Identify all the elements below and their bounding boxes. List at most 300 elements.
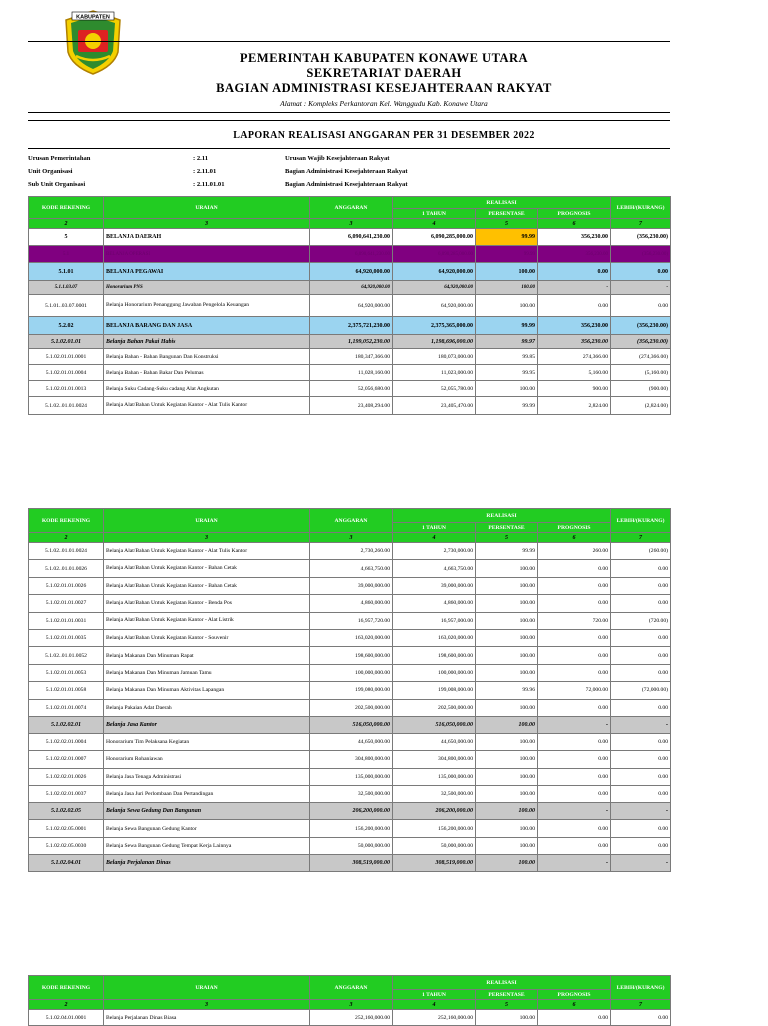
col-number: 7 — [611, 219, 671, 229]
col-number: 6 — [538, 219, 611, 229]
table-row — [29, 381, 671, 397]
cell-kode: 5 — [29, 229, 104, 246]
col-lebih: LEBIH/(KURANG) — [611, 509, 671, 533]
cell-uraian: Belanja Sewa Bangunan Gedung Tempat Kerja Lainnya — [104, 837, 310, 854]
table-row — [29, 647, 671, 664]
header-address: Alamat : Kompleks Perkantoran Kel. Wanggudu Kab. Konawe Utara — [280, 99, 488, 108]
cell-kode: 5.1.02.02.01.0037 — [29, 786, 104, 803]
cell-persen: 99.99 — [476, 397, 538, 415]
cell-prognosis: 900.00 — [538, 381, 611, 397]
col-number: 3 — [104, 219, 310, 229]
table-row — [29, 595, 671, 612]
col-prognosis: PROGNOSIS — [538, 523, 611, 533]
cell-lebih: (2,824.00) — [611, 397, 671, 415]
cell-prognosis: 356,230.00 — [538, 335, 611, 349]
header-line-1: PEMERINTAH KABUPATEN KONAWE UTARA — [239, 51, 529, 65]
cell-lebih: 0.00 — [611, 647, 671, 664]
cell-anggaran: 100,000,000.00 — [310, 664, 393, 681]
cell-anggaran: 1,199,052,230.00 — [310, 335, 393, 349]
cell-anggaran: 252,160,000.00 — [310, 1010, 393, 1026]
cell-uraian: Belanja Jasa Juri Perlombaan Dan Pertandingan — [104, 786, 310, 803]
cell-persen: 99.99 — [476, 317, 538, 335]
col-number: 3 — [310, 1000, 393, 1010]
header-top-rule — [28, 41, 670, 42]
cell-anggaran: 2,375,721,230.00 — [310, 317, 393, 335]
cell-persen: 100.00 — [476, 381, 538, 397]
cell-tahun: 50,000,000.00 — [393, 837, 476, 854]
cell-anggaran: 180,347,366.00 — [310, 349, 393, 365]
col-tahun: 1 TAHUN — [393, 990, 476, 1000]
cell-anggaran: 11,028,160.00 — [310, 365, 393, 381]
cell-lebih: 0.00 — [611, 263, 671, 281]
cell-anggaran: 516,050,000.00 — [310, 716, 393, 733]
cell-tahun: 52,055,780.00 — [393, 381, 476, 397]
cell-tahun: 1,198,696,000.00 — [393, 335, 476, 349]
cell-tahun: 2,730,000.00 — [393, 543, 476, 560]
cell-tahun: 516,050,000.00 — [393, 716, 476, 733]
col-number: 4 — [393, 533, 476, 543]
table-row — [29, 295, 671, 317]
cell-lebih: (356,230.00) — [611, 317, 671, 335]
col-number: 3 — [310, 533, 393, 543]
cell-prognosis: 5,160.00 — [538, 365, 611, 381]
cell-uraian: Belanja Sewa Bangunan Gedung Kantor — [104, 820, 310, 837]
cell-tahun: 44,650,000.00 — [393, 733, 476, 750]
col-number: 4 — [393, 219, 476, 229]
cell-tahun: 4,663,750.00 — [393, 560, 476, 577]
table-row — [29, 1010, 671, 1026]
header-bottom-rule — [28, 112, 670, 113]
cell-lebih: (720.00) — [611, 612, 671, 629]
col-tahun: 1 TAHUN — [393, 523, 476, 533]
col-persentase: PERSENTASE — [476, 990, 538, 1000]
table-row — [29, 855, 671, 872]
cell-uraian: Belanja Bahan - Bahan Bakar Dan Pelumas — [104, 365, 310, 381]
cell-uraian: BELANJA PEGAWAI — [104, 263, 310, 281]
cell-kode: 5.1.02.01.01.0027 — [29, 595, 104, 612]
col-realisasi: REALISASI — [393, 197, 611, 209]
cell-kode: 5.1.02..01.01.0024 — [29, 397, 104, 415]
table-row — [29, 263, 671, 281]
cell-lebih: 0.00 — [611, 820, 671, 837]
cell-anggaran: 44,650,000.00 — [310, 733, 393, 750]
cell-kode: 5.1.02.01.01.0053 — [29, 664, 104, 681]
col-prognosis: PROGNOSIS — [538, 209, 611, 219]
info-name: Bagian Administrasi Kesejahteraan Rakyat — [285, 168, 408, 175]
col-anggaran: ANGGARAN — [310, 976, 393, 1000]
col-number: 2 — [29, 533, 104, 543]
table-row — [29, 397, 671, 415]
info-code: : 2.11.01 — [193, 168, 217, 175]
col-uraian: URAIAN — [104, 197, 310, 219]
cell-tahun: 16,957,000.00 — [393, 612, 476, 629]
cell-prognosis: 0.00 — [538, 786, 611, 803]
cell-uraian: Belanja Alat/Bahan Untuk Kegiatan Kantor - Alat Tulis Kantor — [104, 397, 310, 415]
cell-lebih: (356,230.00) — [611, 229, 671, 246]
cell-lebih: - — [611, 803, 671, 820]
cell-tahun: 6,090,285,000.00 — [393, 229, 476, 246]
cell-anggaran: 135,000,000.00 — [310, 768, 393, 785]
cell-kode: 5.1.02.02.05.0030 — [29, 837, 104, 854]
cell-prognosis: 0.00 — [538, 560, 611, 577]
cell-lebih: 0.00 — [611, 595, 671, 612]
cell-lebih: 0.00 — [611, 768, 671, 785]
cell-persen: 99.97 — [476, 335, 538, 349]
cell-tahun: 308,519,000.00 — [393, 855, 476, 872]
cell-prognosis: 0.00 — [538, 577, 611, 594]
cell-persen: 100.00 — [476, 1010, 538, 1026]
budget-table-1 — [28, 196, 671, 415]
cell-kode: 5.1.02.01.01.0031 — [29, 612, 104, 629]
cell-uraian: Belanja Honorarium Penanggung Jawaban Pengelola Keuangan — [104, 295, 310, 317]
col-anggaran: ANGGARAN — [310, 197, 393, 219]
table-row — [29, 229, 671, 246]
cell-kode: 5.1 — [29, 246, 104, 263]
col-kode: KODE REKENING — [29, 197, 104, 219]
cell-persen: 99.99 — [476, 246, 538, 263]
table-row — [29, 837, 671, 854]
cell-prognosis: 0.00 — [538, 1010, 611, 1026]
cell-anggaran: 156,200,000.00 — [310, 820, 393, 837]
table-row — [29, 246, 671, 263]
cell-tahun: 23,405,470.00 — [393, 397, 476, 415]
cell-prognosis: 0.00 — [538, 664, 611, 681]
cell-lebih: 0.00 — [611, 786, 671, 803]
table-row — [29, 716, 671, 733]
cell-lebih: (72,000.00) — [611, 682, 671, 699]
cell-tahun: 252,160,000.00 — [393, 1010, 476, 1026]
cell-lebih: 0.00 — [611, 751, 671, 768]
cell-tahun: 64,920,000.00 — [393, 263, 476, 281]
cell-anggaran: 304,800,000.00 — [310, 751, 393, 768]
cell-uraian: Belanja Alat/Bahan Untuk Kegiatan Kantor - Souvenir — [104, 629, 310, 646]
cell-persen: 100.00 — [476, 560, 538, 577]
table-row — [29, 629, 671, 646]
cell-prognosis: - — [538, 855, 611, 872]
cell-prognosis: 0.00 — [538, 595, 611, 612]
info-row — [28, 155, 90, 162]
cell-kode: 5.1.02.04.01.0001 — [29, 1010, 104, 1026]
table-row — [29, 768, 671, 785]
cell-kode: 5.1.02..01.01.0026 — [29, 560, 104, 577]
cell-persen: 100.00 — [476, 664, 538, 681]
cell-kode: 5.1.02.01.01.0026 — [29, 577, 104, 594]
cell-prognosis: 0.00 — [538, 820, 611, 837]
cell-kode: 5.1.1.03.07 — [29, 281, 104, 295]
table-row — [29, 577, 671, 594]
cell-prognosis: 0.00 — [538, 295, 611, 317]
cell-kode: 5.1.02.01.01.0001 — [29, 349, 104, 365]
cell-lebih: 0.00 — [611, 295, 671, 317]
cell-persen: 100.00 — [476, 281, 538, 295]
cell-anggaran: 4,663,750.00 — [310, 560, 393, 577]
cell-persen: 100.00 — [476, 263, 538, 281]
cell-lebih: 0.00 — [611, 699, 671, 716]
cell-tahun: 202,500,000.00 — [393, 699, 476, 716]
cell-uraian: Belanja Alat/Bahan Untuk Kegiatan Kantor - Benda Pos — [104, 595, 310, 612]
table-row — [29, 612, 671, 629]
cell-anggaran: 2,730,260.00 — [310, 543, 393, 560]
cell-uraian: BELANJA OPERASI — [104, 246, 310, 263]
cell-lebih: - — [611, 281, 671, 295]
table-row — [29, 281, 671, 295]
table-row — [29, 682, 671, 699]
table-row — [29, 751, 671, 768]
cell-kode: 5.1.02.01.01.0074 — [29, 699, 104, 716]
cell-prognosis: 0.00 — [538, 733, 611, 750]
title-top-rule — [28, 120, 670, 121]
info-code: : 2.11.01.01 — [193, 181, 225, 188]
cell-persen: 100.00 — [476, 733, 538, 750]
cell-uraian: Belanja Alat/Bahan Untuk Kegiatan Kantor - Bahan Cetak — [104, 560, 310, 577]
cell-uraian: Belanja Makanan Dan Minuman Rapat — [104, 647, 310, 664]
info-label: Sub Unit Organisasi — [28, 181, 86, 188]
table-row — [29, 820, 671, 837]
cell-persen: 100.00 — [476, 629, 538, 646]
cell-kode: 5.1.02.01.01 — [29, 335, 104, 349]
cell-tahun: 4,860,000.00 — [393, 595, 476, 612]
cell-persen: 99.85 — [476, 349, 538, 365]
cell-lebih: (900.00) — [611, 381, 671, 397]
cell-anggaran: 52,056,680.00 — [310, 381, 393, 397]
cell-kode: 5.1.02.02.01.0026 — [29, 768, 104, 785]
cell-persen: 99.95 — [476, 365, 538, 381]
cell-persen: 99.96 — [476, 682, 538, 699]
col-number: 4 — [393, 1000, 476, 1010]
cell-prognosis: 0.00 — [538, 263, 611, 281]
cell-prognosis: 72,000.00 — [538, 682, 611, 699]
cell-tahun: 180,073,000.00 — [393, 349, 476, 365]
col-number: 3 — [104, 1000, 310, 1010]
cell-prognosis: 0.00 — [538, 768, 611, 785]
col-number: 5 — [476, 533, 538, 543]
cell-uraian: Belanja Perjalanan Dinas Biasa — [104, 1010, 310, 1026]
col-number: 2 — [29, 1000, 104, 1010]
cell-prognosis: 720.00 — [538, 612, 611, 629]
cell-prognosis: - — [538, 803, 611, 820]
cell-kode: 5.1.02.01.01.0004 — [29, 365, 104, 381]
cell-anggaran: 6,090,641,230.00 — [310, 246, 393, 263]
cell-uraian: Belanja Pakaian Adat Daerah — [104, 699, 310, 716]
cell-persen: 100.00 — [476, 820, 538, 837]
col-uraian: URAIAN — [104, 509, 310, 533]
cell-anggaran: 39,000,000.00 — [310, 577, 393, 594]
cell-uraian: Honorarium Rohaniawan — [104, 751, 310, 768]
cell-persen: 100.00 — [476, 699, 538, 716]
col-number: 7 — [611, 533, 671, 543]
col-uraian: URAIAN — [104, 976, 310, 1000]
cell-tahun: 64,920,000.00 — [393, 295, 476, 317]
cell-lebih: 0.00 — [611, 629, 671, 646]
cell-prognosis: 274,366.00 — [538, 349, 611, 365]
cell-kode: 5.1.02..01.01.0024 — [29, 543, 104, 560]
cell-kode: 5.1.02.01.01.0035 — [29, 629, 104, 646]
cell-tahun: 100,000,000.00 — [393, 664, 476, 681]
cell-persen: 100.00 — [476, 647, 538, 664]
cell-anggaran: 64,920,000.00 — [310, 263, 393, 281]
col-number: 3 — [104, 533, 310, 543]
cell-anggaran: 32,500,000.00 — [310, 786, 393, 803]
col-number: 6 — [538, 533, 611, 543]
table-row — [29, 365, 671, 381]
cell-tahun: 11,023,000.00 — [393, 365, 476, 381]
cell-kode: 5.1.02.04.01 — [29, 855, 104, 872]
info-code: : 2.11 — [193, 155, 209, 162]
table-row — [29, 803, 671, 820]
cell-lebih: - — [611, 716, 671, 733]
cell-prognosis: 260.00 — [538, 543, 611, 560]
info-name: Bagian Administrasi Kesejahteraan Rakyat — [285, 181, 408, 188]
cell-uraian: BELANJA DAERAH — [104, 229, 310, 246]
cell-uraian: Belanja Jasa Tenaga Administrasi — [104, 768, 310, 785]
cell-tahun: 32,500,000.00 — [393, 786, 476, 803]
cell-kode: 5.1.02.02.05 — [29, 803, 104, 820]
cell-persen: 100.00 — [476, 768, 538, 785]
cell-prognosis: 0.00 — [538, 647, 611, 664]
cell-persen: 100.00 — [476, 295, 538, 317]
cell-tahun: 135,000,000.00 — [393, 768, 476, 785]
cell-anggaran: 206,200,000.00 — [310, 803, 393, 820]
cell-persen: 99.99 — [476, 229, 538, 246]
cell-tahun: 199,008,000.00 — [393, 682, 476, 699]
cell-tahun: 163,020,000.00 — [393, 629, 476, 646]
table-row — [29, 543, 671, 560]
info-row — [28, 181, 85, 188]
col-kode: KODE REKENING — [29, 976, 104, 1000]
cell-tahun: 64,920,000.00 — [393, 281, 476, 295]
cell-kode: 5.1.02.02.01.0004 — [29, 733, 104, 750]
cell-anggaran: 308,519,000.00 — [310, 855, 393, 872]
cell-prognosis: 2,824.00 — [538, 397, 611, 415]
cell-uraian: Belanja Suku Cadang-Suku cadang Alat Angkutan — [104, 381, 310, 397]
cell-uraian: Belanja Bahan - Bahan Bangunan Dan Konstruksi — [104, 349, 310, 365]
cell-lebih: 0.00 — [611, 1010, 671, 1026]
info-label: Unit Organisasi — [28, 168, 73, 175]
cell-lebih: 0.00 — [611, 577, 671, 594]
cell-kode: 5.1.02..01.01.0052 — [29, 647, 104, 664]
col-lebih: LEBIH/(KURANG) — [611, 976, 671, 1000]
cell-prognosis: 356,230.00 — [538, 317, 611, 335]
table-row — [29, 733, 671, 750]
col-anggaran: ANGGARAN — [310, 509, 393, 533]
col-number: 2 — [29, 219, 104, 229]
cell-persen: 100.00 — [476, 837, 538, 854]
col-prognosis: PROGNOSIS — [538, 990, 611, 1000]
cell-kode: 5.1.01 — [29, 263, 104, 281]
cell-uraian: Belanja Alat/Bahan Untuk Kegiatan Kantor - Bahan Cetak — [104, 577, 310, 594]
cell-prognosis: 356,230.00 — [538, 246, 611, 263]
cell-lebih: (356,230.00) — [611, 246, 671, 263]
cell-persen: 100.00 — [476, 612, 538, 629]
budget-table-3 — [28, 975, 671, 1026]
cell-prognosis: 0.00 — [538, 699, 611, 716]
cell-anggaran: 16,957,720.00 — [310, 612, 393, 629]
table-row — [29, 664, 671, 681]
cell-uraian: Belanja Jasa Kantor — [104, 716, 310, 733]
cell-anggaran: 202,500,000.00 — [310, 699, 393, 716]
cell-kode: 5.1.02.01.01.0058 — [29, 682, 104, 699]
cell-anggaran: 64,920,000.00 — [310, 295, 393, 317]
cell-persen: 100.00 — [476, 786, 538, 803]
budget-table-2 — [28, 508, 671, 872]
col-number: 6 — [538, 1000, 611, 1010]
cell-prognosis: - — [538, 281, 611, 295]
cell-kode: 5.1.02.01.01.0013 — [29, 381, 104, 397]
col-persentase: PERSENTASE — [476, 209, 538, 219]
cell-anggaran: 64,920,000.00 — [310, 281, 393, 295]
cell-uraian: Belanja Perjalanan Dinas — [104, 855, 310, 872]
cell-anggaran: 6,090,641,230.00 — [310, 229, 393, 246]
cell-anggaran: 163,020,000.00 — [310, 629, 393, 646]
cell-prognosis: 0.00 — [538, 837, 611, 854]
col-persentase: PERSENTASE — [476, 523, 538, 533]
col-tahun: 1 TAHUN — [393, 209, 476, 219]
cell-tahun: 206,200,000.00 — [393, 803, 476, 820]
cell-uraian: Honorarium Tim Pelaksana Kegiatan — [104, 733, 310, 750]
table-row — [29, 335, 671, 349]
cell-kode: 5.1.02.02.01.0007 — [29, 751, 104, 768]
budget-table-2-body — [29, 543, 671, 872]
info-row — [28, 168, 73, 175]
cell-prognosis: - — [538, 716, 611, 733]
cell-uraian: Belanja Makanan Dan Minuman Aktivitas Lapangan — [104, 682, 310, 699]
cell-tahun: 198,600,000.00 — [393, 647, 476, 664]
header-line-2: SEKRETARIAT DAERAH — [306, 66, 462, 80]
col-kode: KODE REKENING — [29, 509, 104, 533]
cell-anggaran: 198,600,000.00 — [310, 647, 393, 664]
cell-lebih: 0.00 — [611, 664, 671, 681]
cell-anggaran: 4,860,000.00 — [310, 595, 393, 612]
cell-uraian: Belanja Makanan Dan Minuman Jamuan Tamu — [104, 664, 310, 681]
cell-persen: 100.00 — [476, 716, 538, 733]
cell-tahun: 304,800,000.00 — [393, 751, 476, 768]
col-number: 5 — [476, 219, 538, 229]
cell-lebih: (260.00) — [611, 543, 671, 560]
cell-persen: 100.00 — [476, 577, 538, 594]
logo-text: KABUPATEN — [76, 14, 110, 21]
table-row — [29, 349, 671, 365]
cell-uraian: Belanja Alat/Bahan Untuk Kegiatan Kantor - Alat Tulis Kantor — [104, 543, 310, 560]
cell-lebih: (356,230.00) — [611, 335, 671, 349]
table-row — [29, 560, 671, 577]
cell-uraian: Honorarium PNS — [104, 281, 310, 295]
cell-lebih: 0.00 — [611, 560, 671, 577]
col-realisasi: REALISASI — [393, 976, 611, 990]
cell-tahun: 156,200,000.00 — [393, 820, 476, 837]
info-label: Urusan Pemerintahan — [28, 155, 91, 162]
cell-persen: 100.00 — [476, 595, 538, 612]
table-row — [29, 699, 671, 716]
cell-tahun: 6,090,285,000.00 — [393, 246, 476, 263]
table-row — [29, 317, 671, 335]
cell-uraian: Belanja Alat/Bahan Untuk Kegiatan Kantor - Alat Listrik — [104, 612, 310, 629]
col-lebih: LEBIH/(KURANG) — [611, 197, 671, 219]
cell-kode: 5.1.02.02.05.0001 — [29, 820, 104, 837]
cell-lebih: (274,366.00) — [611, 349, 671, 365]
cell-tahun: 2,375,365,000.00 — [393, 317, 476, 335]
cell-anggaran: 199,080,000.00 — [310, 682, 393, 699]
col-number: 3 — [310, 219, 393, 229]
cell-anggaran: 23,408,294.00 — [310, 397, 393, 415]
cell-prognosis: 0.00 — [538, 751, 611, 768]
cell-persen: 100.00 — [476, 855, 538, 872]
cell-anggaran: 50,000,000.00 — [310, 837, 393, 854]
cell-uraian: Belanja Bahan Pakai Habis — [104, 335, 310, 349]
cell-persen: 100.00 — [476, 751, 538, 768]
cell-uraian: Belanja Sewa Gedung Dan Bangunan — [104, 803, 310, 820]
cell-uraian: BELANJA BARANG DAN JASA — [104, 317, 310, 335]
info-name: Urusan Wajib Kesejahteraan Rakyat — [285, 155, 390, 162]
